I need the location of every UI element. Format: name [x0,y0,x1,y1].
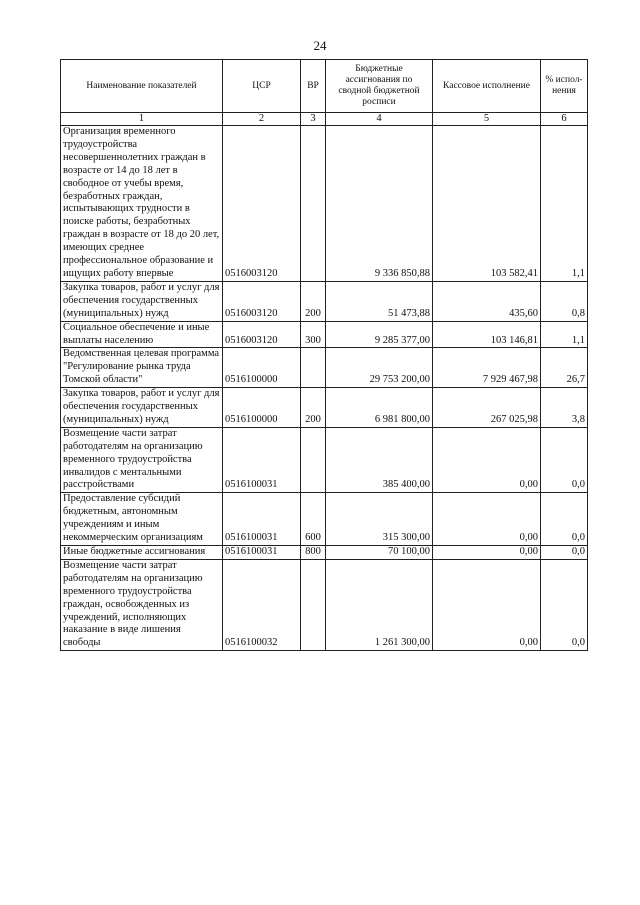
header-cash: Кассовое исполнение [433,60,541,113]
row-percent: 1,1 [541,126,588,282]
column-number: 1 [61,113,223,126]
row-budget: 1 261 300,00 [326,559,433,650]
row-percent: 0,0 [541,427,588,493]
row-budget: 315 300,00 [326,493,433,546]
row-vr: 600 [301,493,326,546]
row-csr: 0516100031 [223,546,301,560]
row-name: Ведомственная целевая программа "Регулирование рынка труда Томской области" [61,348,223,388]
row-cash: 267 025,98 [433,388,541,428]
row-csr: 0516100032 [223,559,301,650]
row-cash: 0,00 [433,546,541,560]
row-cash: 0,00 [433,427,541,493]
row-budget: 51 473,88 [326,281,433,321]
row-name: Закупка товаров, работ и услуг для обеспечения государственных (муниципальных) нужд [61,388,223,428]
row-vr: 200 [301,388,326,428]
table-row [61,321,588,348]
row-budget: 70 100,00 [326,546,433,560]
row-percent: 0,0 [541,546,588,560]
row-budget: 9 336 850,88 [326,126,433,282]
row-name: Предоставление субсидий бюджетным, автономным учреждениям и иным некоммерческим организациям [61,493,223,546]
row-percent: 0,0 [541,559,588,650]
column-number-row [61,113,588,126]
row-csr: 0516100000 [223,348,301,388]
header-row [61,60,588,113]
column-number: 6 [541,113,588,126]
row-vr [301,559,326,650]
header-percent: % испол-нения [541,60,588,113]
row-csr: 0516100031 [223,493,301,546]
table-row [61,348,588,388]
row-csr: 0516003120 [223,321,301,348]
row-vr: 800 [301,546,326,560]
row-vr [301,348,326,388]
row-cash: 103 582,41 [433,126,541,282]
row-name: Возмещение части затрат работодателям на организацию временного трудоустройства инвалидов с ментальными расстройствами [61,427,223,493]
row-percent: 1,1 [541,321,588,348]
row-vr: 200 [301,281,326,321]
row-vr [301,126,326,282]
column-number: 2 [223,113,301,126]
row-csr: 0516100000 [223,388,301,428]
row-csr: 0516003120 [223,126,301,282]
header-budget: Бюджетные ассигнования по сводной бюджетной росписи [326,60,433,113]
table-row [61,427,588,493]
header-name: Наименование показателей [61,60,223,113]
row-cash: 0,00 [433,493,541,546]
table-row [61,281,588,321]
table-row [61,559,588,650]
row-budget: 385 400,00 [326,427,433,493]
row-csr: 0516003120 [223,281,301,321]
row-name: Социальное обеспечение и иные выплаты населению [61,321,223,348]
row-budget: 6 981 800,00 [326,388,433,428]
header-csr: ЦСР [223,60,301,113]
column-number: 5 [433,113,541,126]
row-percent: 26,7 [541,348,588,388]
budget-execution-table [60,59,588,651]
page-number: 24 [313,38,327,53]
table-row [61,493,588,546]
row-cash: 7 929 467,98 [433,348,541,388]
row-name: Организация временного трудоустройства несовершеннолетних граждан в возрасте от 14 до 18 лет в свободное от учебы время, безработных граждан, испытывающих трудности в поиске работы, безработных граждан в возрасте от 18 до 20 лет, имеющих среднее профессиональное образование и ищущих работу впервые [61,126,223,282]
row-csr: 0516100031 [223,427,301,493]
row-cash: 0,00 [433,559,541,650]
row-name: Возмещение части затрат работодателям на организацию временного трудоустройства граждан, освобожденных из учреждений, исполняющих наказание в виде лишения свободы [61,559,223,650]
row-cash: 103 146,81 [433,321,541,348]
column-number: 3 [301,113,326,126]
row-budget: 9 285 377,00 [326,321,433,348]
row-name: Иные бюджетные ассигнования [61,546,223,560]
row-vr: 300 [301,321,326,348]
row-percent: 3,8 [541,388,588,428]
table-row [61,546,588,560]
table-row [61,126,588,282]
row-percent: 0,0 [541,493,588,546]
row-budget: 29 753 200,00 [326,348,433,388]
row-percent: 0,8 [541,281,588,321]
row-cash: 435,60 [433,281,541,321]
header-vr: ВР [301,60,326,113]
column-number: 4 [326,113,433,126]
row-vr [301,427,326,493]
row-name: Закупка товаров, работ и услуг для обеспечения государственных (муниципальных) нужд [61,281,223,321]
table-row [61,388,588,428]
